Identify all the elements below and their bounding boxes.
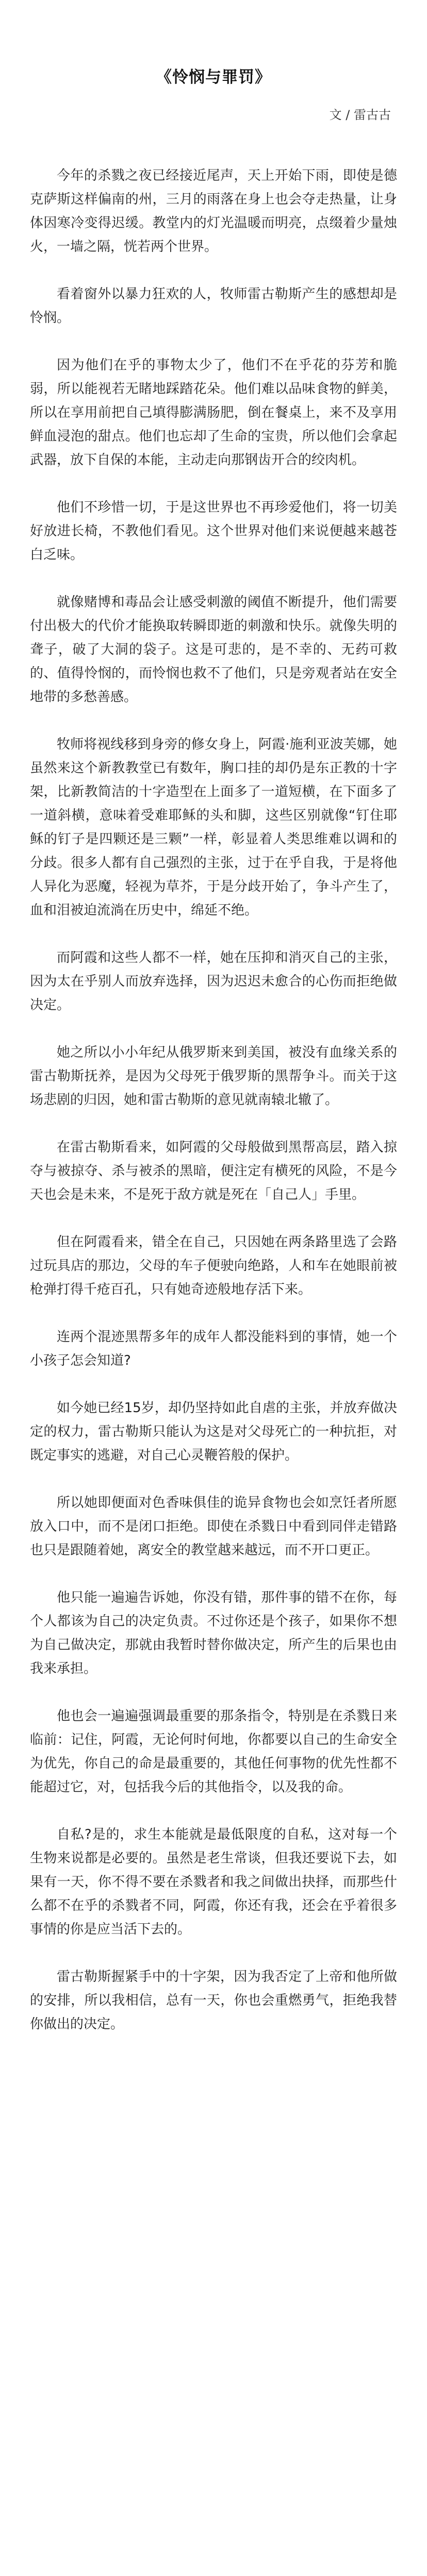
article-paragraph: 雷古勒斯握紧手中的十字架，因为我否定了上帝和他所做的安排，所以我相信，总有一天，你也会重燃勇气，拒绝我替你做出的决定。 — [30, 1969, 397, 2032]
article-paragraph: 在雷古勒斯看来，如阿霞的父母般做到黑帮高层，踏入掠夺与被掠夺、杀与被杀的黑暗，便注定有横死的风险，不是今天也会是未来，不是死于敌方就是死在「自己人」手里。 — [30, 1140, 397, 1202]
article-paragraph: 他也会一遍遍强调最重要的那条指令，特别是在杀戮日来临前：记住，阿霞，无论何时何地，你都要以自己的生命安全为优先，你自己的命是最重要的，其他任何事物的优先性都不能超过它，对，包括我今后的其他指令，以及我的命。 — [30, 1708, 397, 1795]
article-paragraph: 而阿霞和这些人都不一样，她在压抑和消灭自己的主张，因为太在乎别人而放弃选择，因为迟迟未愈合的心伤而拒绝做决定。 — [30, 950, 397, 1013]
article-paragraph: 她之所以小小年纪从俄罗斯来到美国，被没有血缘关系的雷古勒斯抚养，是因为父母死于俄罗斯的黑帮争斗。而关于这场悲剧的归因，她和雷古勒斯的意见就南辕北辙了。 — [30, 1045, 397, 1108]
article-paragraph: 但在阿霞看来，错全在自己，只因她在两条路里选了会路过玩具店的那边，父母的车子便驶向绝路，人和车在她眼前被枪弹打得千疮百孔，只有她奇迹般地存活下来。 — [30, 1234, 397, 1297]
article-body — [30, 164, 397, 2036]
article-paragraph: 看着窗外以暴力狂欢的人，牧师雷古勒斯产生的感想却是怜悯。 — [30, 286, 397, 326]
article-paragraph: 就像赌博和毒品会让感受刺激的阈值不断提升，他们需要付出极大的代价才能换取转瞬即逝的刺激和快乐。就像失明的聋子，破了大洞的袋子。这是可悲的，是不幸的、无药可救的、值得怜悯的，而怜悯也救不了他们，只是旁观者站在安全地带的多愁善感。 — [30, 595, 397, 705]
article-paragraph: 牧师将视线移到身旁的修女身上，阿霞·施利亚波芙娜，她虽然来这个新教教堂已有数年，胸口挂的却仍是东正教的十字架，比新教简洁的十字造型在上面多了一道短横，在下面多了一道斜横，意味着受难耶稣的头和脚，这些区别就像“钉住耶稣的钉子是四颗还是三颗”一样，彰显着人类思维难以调和的分歧。很多人都有自己强烈的主张，过于在乎自我，于是将他人异化为恶魔，轻视为草芥，于是分歧开始了，争斗产生了，血和泪被迫流淌在历史中，绵延不绝。 — [30, 737, 397, 918]
article-paragraph: 所以她即便面对色香味俱佳的诡异食物也会如烹饪者所愿放入口中，而不是闭口拒绝。即使在杀戮日中看到同伴走错路也只是跟随着她，离安全的教堂越来越远，而不开口更正。 — [30, 1495, 397, 1558]
article-paragraph: 他只能一遍遍告诉她，你没有错，那件事的错不在你，每个人都该为自己的决定负责。不过你还是个孩子，如果你不想为自己做决定，那就由我暂时替你做决定，所产生的后果也由我来承担。 — [30, 1590, 397, 1676]
article-title: 《怜悯与罪罚》 — [156, 68, 271, 87]
article-paragraph: 如今她已经15岁，却仍坚持如此自虐的主张，并放弃做决定的权力，雷古勒斯只能认为这是对父母死亡的一种抗拒，对既定事实的逃避，对自己心灵鞭笞般的保护。 — [30, 1400, 397, 1463]
author-line: 文 / 雷古古 — [329, 108, 391, 122]
article-paragraph: 他们不珍惜一切，于是这世界也不再珍爱他们，将一切美好放进长椅，不教他们看见。这个世界对他们来说便越来越苍白乏味。 — [30, 500, 397, 563]
article-paragraph: 连两个混迹黑帮多年的成年人都没能料到的事情，她一个小孩子怎会知道? — [30, 1329, 397, 1368]
article-paragraph: 今年的杀戮之夜已经接近尾声，天上开始下雨，即使是德克萨斯这样偏南的州，三月的雨落在身上也会夺走热量，让身体因寒冷变得迟缓。教堂内的灯光温暖而明亮，点缀着少量烛火，一墙之隔，恍若两个世界。 — [30, 168, 397, 255]
article-paragraph: 因为他们在乎的事物太少了，他们不在乎花的芬芳和脆弱，所以能视若无睹地踩踏花朵。他们难以品味食物的鲜美，所以在享用前把自己填得膨满肠肥，倒在餐桌上，来不及享用鲜血浸泡的甜点。他们也忘却了生命的宝贵，所以他们会拿起武器，放下自保的本能，主动走向那钢齿开合的绞肉机。 — [30, 358, 397, 468]
article-paragraph: 自私?是的，求生本能就是最低限度的自私，这对每一个生物来说都是必要的。虽然是老生常谈，但我还要说下去，如果有一天，你不得不要在杀戮者和我之间做出抉择，而那些什么都不在乎的杀戮者不同，阿霞，你还有我，还会在乎着很多事情的你是应当活下去的。 — [30, 1827, 397, 1937]
